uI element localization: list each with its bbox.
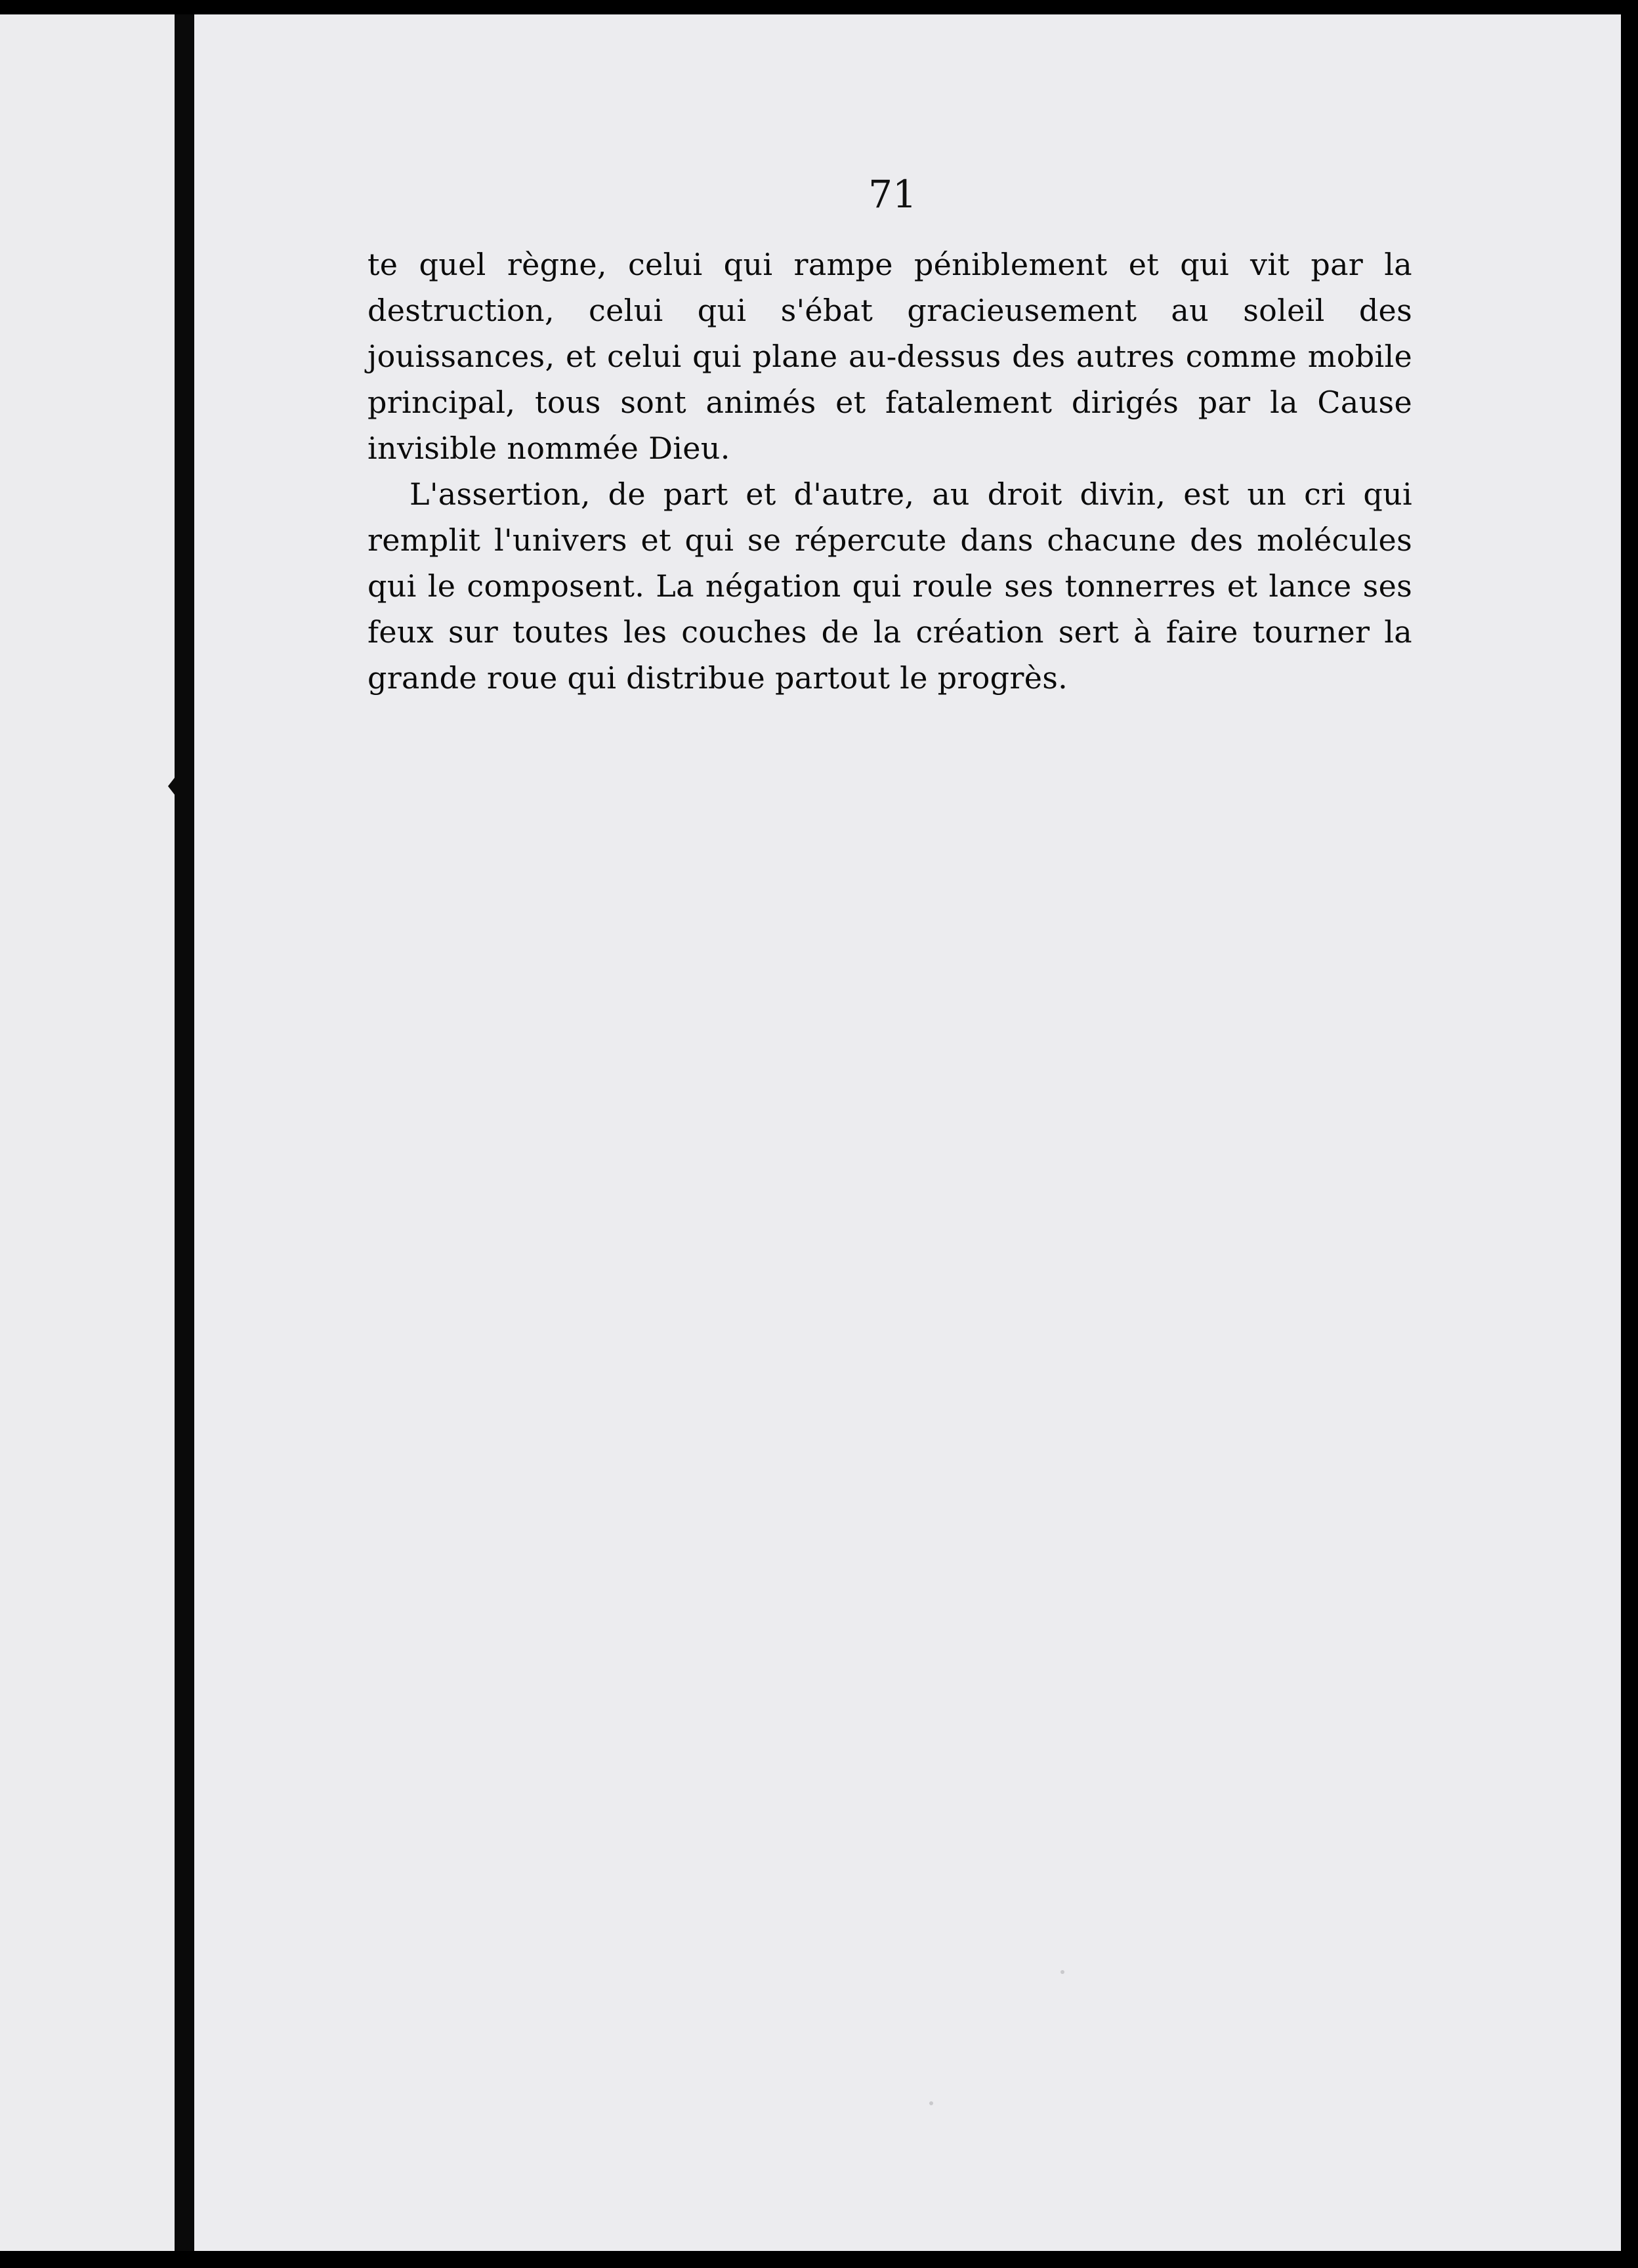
paper-speck: [1060, 1970, 1064, 1974]
gutter-notch: [168, 774, 177, 798]
scan-border-top: [0, 0, 1638, 14]
book-gutter: [175, 14, 194, 2251]
paper-speck: [929, 2101, 933, 2105]
paragraph-2: L'assertion, de part et d'autre, au droit divin, est un cri qui remplit l'univers et qui se répercute dans chacune des molécules qui le composent. La négation qui roule ses tonnerres et lance ses feux sur toutes les couches de la création sert à faire tourner la grande roue qui distribue partout le progrès.: [368, 476, 1412, 696]
scan-border-right: [1621, 0, 1638, 2268]
scan-border-bottom: [0, 2251, 1638, 2268]
body-text: [368, 242, 1412, 701]
facing-page-edge: [0, 14, 175, 2251]
paragraph-1: te quel règne, celui qui rampe péniblement et qui vit par la destruction, celui qui s'ébat gracieusement au soleil des jouissances, et celui qui plane au-dessus des autres comme mobile principal, tous sont animés et fatalement dirigés par la Cause invisible nommée Dieu.: [368, 247, 1412, 466]
page-number: 71: [868, 172, 917, 217]
